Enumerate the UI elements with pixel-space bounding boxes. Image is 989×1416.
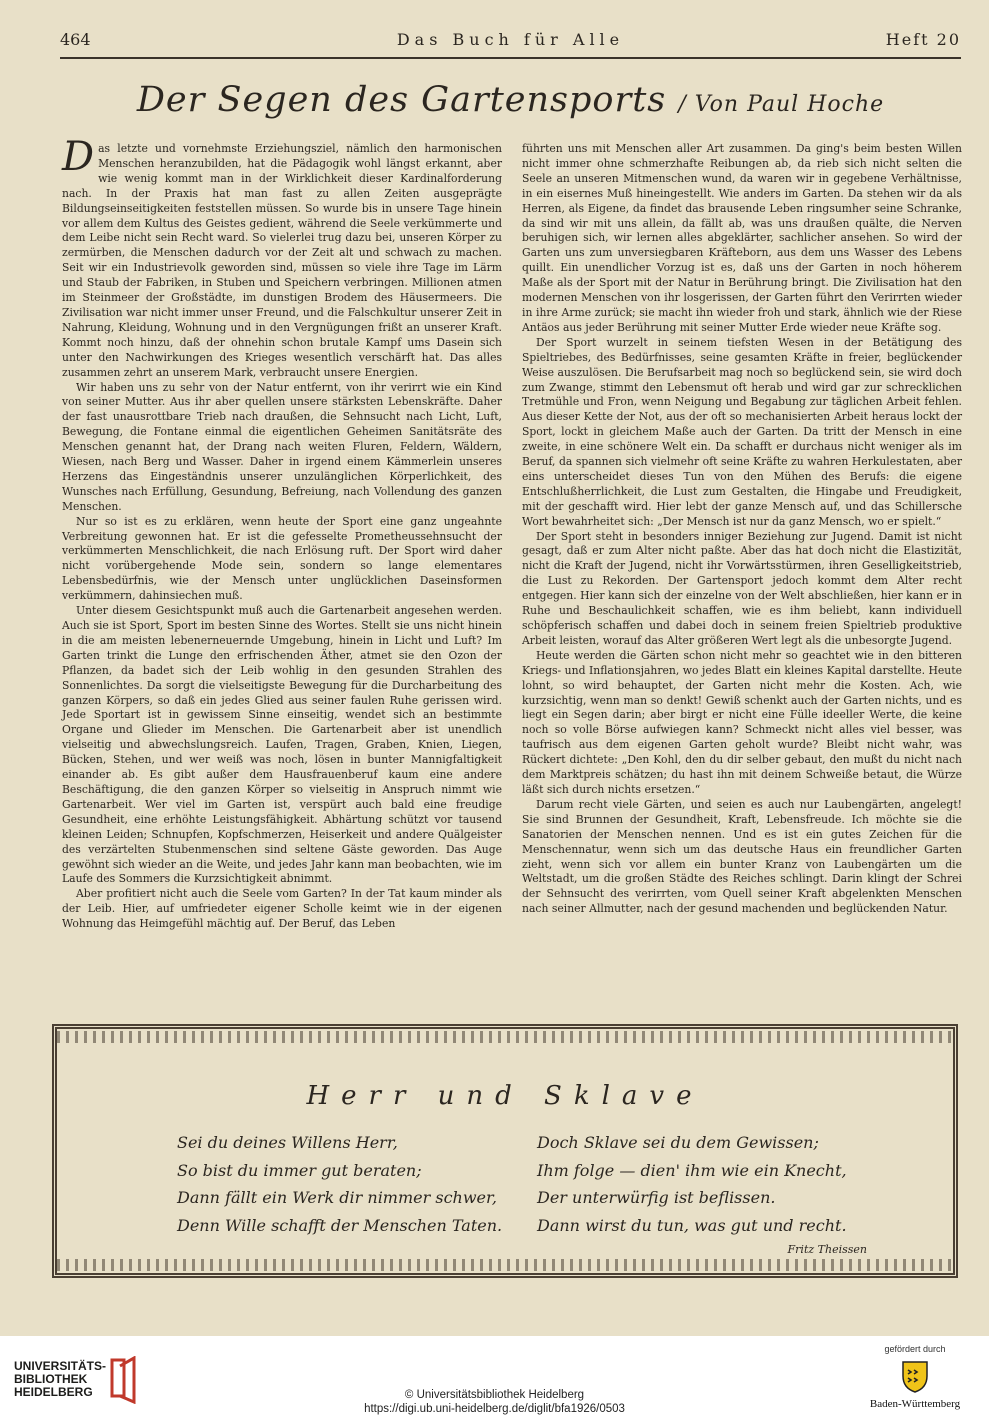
- poem-line: So bist du immer gut beraten;: [177, 1160, 422, 1180]
- source-link[interactable]: https://digi.ub.uni-heidelberg.de/diglit/bfa1926/0503: [364, 1403, 625, 1415]
- paragraph: Nur so ist es zu erklären, wenn heute der Sport eine ganz ungeahnte Verbreitung gewonnen hat. Er ist die gefesselte Prometheussehnsucht der verkümmerten Menschlichkeit, die nach Erlösung ruft. Der Sport wird daher nicht vorübergehende Mode sein, sondern so lange elementares Lebensbedürfnis, wie der Mensch unter unglücklichen Daseinsformen verkümmern, dahinsiechen muß.: [62, 514, 502, 603]
- paragraph: Aber profitiert nicht auch die Seele vom Garten? In der Tat kaum minder als der Leib. Hier, auf umfriedeter eigener Scholle keimt wie in der eigenen Wohnung das Heimgefühl mächtig auf. Der Beruf, das Leben: [62, 887, 502, 931]
- poem-line: Sei du deines Willens Herr,: [177, 1133, 398, 1152]
- issue-label: Heft 20: [885, 30, 961, 49]
- article-title: [60, 80, 961, 120]
- paragraph: führten uns mit Menschen aller Art zusammen. Da ging's beim besten Willen nicht immer ohne schmerzhafte Reibungen ab, da rieb sich nicht selten die Seele an unseren Mitmenschen wund, da waren wir in gegebene Verhältnisse, in ein eisernes Muß hineingestellt. Wie anders im Garten. Da stehen wir da als Herren, als Eigene, da findet das brausende Leben ringsumher seine Schranke, da sind wir mit uns allein, da fällt ab, was uns draußen quälte, die Nerven beruhigen sich, wir lernen alles abgeklärter, sachlicher ansehen. So wird der Garten uns zum unversiegbaren Kräfteborn, aus dem uns Wasser des Lebens quillt. Ein unendlicher Vorzug ist es, daß uns der Garten in noch höherem Maße als der Sport mit der Natur in Berührung bringt. Die Zivilisation hat den modernen Menschen von ihr losgerissen, der Garten führt den Verirrten wieder in ihre Arme zurück; sie macht ihn wieder froh und stark, ähnlich wie der Riese Antäos aus jeder Berührung mit seiner Mutter Erde wieder neue Kräfte sog.: [522, 142, 962, 334]
- poem-stanza-left: [177, 1129, 502, 1239]
- drop-cap: D: [62, 134, 95, 180]
- ornament-border-bottom: [57, 1259, 953, 1271]
- column-right: [522, 142, 962, 917]
- paragraph: Unter diesem Gesichtspunkt muß auch die Gartenarbeit angesehen werden. Auch sie ist Sport, Sport im besten Sinne des Wortes. Stellt sie uns nicht hinein in die am meisten lebenerneuernde Umgebung, hinein in Licht und Luft? Im Garten trinkt die Lunge den erfrischenden Äther, atmet sie den Ozon der Pflanzen, da badet sich der Leib wohlig in den gesunden Strahlen des Sonnenlichtes. Da sorgt die vielseitigste Bewegung für die Durcharbeitung des ganzen Körpers, so daß ein jedes Glied aus seiner faulen Ruhe gerissen wird. Jede Sportart ist in gewissem Sinne einseitig, wendet sich an bestimmte Organe und Glieder im Menschen. Die Gartenarbeit aber ist unendlich vielseitig und abwechslungsreich. Laufen, Tragen, Graben, Knien, Liegen, Bücken, Stehen, und wer weiß was noch, lösen in bunter Mannigfaltigkeit einander ab. Es gibt außer dem Hausfrauenberuf kaum eine andere Beschäftigung, die den ganzen Körper so vielseitig in Anspruch nimmt wie Gartenarbeit. Wer viel im Garten ist, verspürt auch bald eine freudige Gesundheit, eine erhöhte Leistungsfähigkeit. Abhärtung schützt vor tausend kleinen Leiden; Schnupfen, Kopfschmerzen, Heiserkeit und andere Quälgeister des verzärtelten Stubenmenschen sind seltene Gäste geworden. Das Auge gewöhnt sich wieder an die Weite, und jedes Jahr kann man beobachten, wie im Laufe des Sommers die Kurzsichtigkeit abnimmt.: [62, 604, 502, 886]
- page-number: 464: [60, 30, 91, 49]
- digitization-footer: [0, 1336, 989, 1416]
- poem-line: Doch Sklave sei du dem Gewissen;: [537, 1133, 819, 1152]
- paragraph: Heute werden die Gärten schon nicht mehr so geachtet wie in den bitteren Kriegs- und Inflationsjahren, wo jedes Blatt ein kleines Kapital darstellte. Heute lohnt, so wird behauptet, der Garten nicht mehr die Kosten. Ach, wie kurzsichtig, wenn man so denkt! Gewiß schenkt auch der Garten nichts, und es liegt ein Segen darin; aber birgt er nicht eine Fülle ideeller Werte, die keine noch so volle Börse aufwiegen kann? Schmeckt nicht alles viel besser, was taufrisch aus dem eigenen Garten geholt wurde? Bleibt nicht wahr, was Rückert dichtete: „Den Kohl, den du dir selber gebaut, den mußt du nicht nach dem Marktpreis schätzen; du hast ihn mit deinem Schweiße betaut, die Würze läßt sich durch nichts ersetzen.“: [522, 648, 962, 796]
- poem-line: Dann fällt ein Werk dir nimmer schwer,: [177, 1188, 497, 1207]
- poem-line: Ihm folge — dien' ihm wie ein Knecht,: [537, 1160, 847, 1180]
- running-title: Das Buch für Alle: [396, 30, 625, 49]
- poem-line: Der unterwürfig ist beflissen.: [537, 1188, 776, 1207]
- article-title-text: Der Segen des Gartensports: [136, 80, 667, 120]
- copyright-text: © Universitätsbibliothek Heidelberg: [404, 1389, 585, 1401]
- paragraph: Wir haben uns zu sehr von der Natur entfernt, von ihr verirrt wie ein Kind von seiner Mutter. Aus ihr aber quellen unsere stärksten Lebenskräfte. Daher der fast unausrottbare Trieb nach draußen, die Sehnsucht nach Licht, Luft, Bewegung, die Fontane einmal die eigentlichen Geheimen Sanitätsräte des Menschen genannt hat, der Drang nach weiten Fluren, Feldern, Wäldern, Wiesen, nach Berg und Wasser. Daher in irgend einem Kämmerlein unseres Herzens das Eingeständnis unserer unzulänglichen Körperlichkeit, des Wunsches nach Erfüllung, Gesundung, Befreiung, nach Vollendung des ganzen Menschen.: [62, 380, 502, 513]
- funder-name: Baden-Württemberg: [869, 1398, 961, 1410]
- poem-line: Denn Wille schafft der Menschen Taten.: [177, 1215, 503, 1235]
- ornament-border-top: [57, 1031, 953, 1043]
- column-left: [62, 134, 502, 932]
- poem-line: Dann wirst du tun, was gut und recht.: [537, 1215, 847, 1235]
- article-byline: / Von Paul Hoche: [678, 92, 885, 117]
- paragraph: Der Sport wurzelt in seinem tiefsten Wesen in der Betätigung des Spieltriebes, des Bedürfnisses, seine gesamten Kräfte in freier, beglückender Weise auszulösen. Die Berufsarbeit mag noch so beglückend sein, sie wird doch zum Zwange, stimmt den Lebensmut oft herab und wird gar zur schrecklichen Tretmühle und Fron, wenn Neigung und Begabung zur täglichen Arbeit fehlen. Aus dieser Kette der Not, aus der oft so mechanisierten Arbeit heraus lockt der Sport, lockt in gleichem Maße auch der Garten. Da tritt der Mensch in eine zweite, in eine schönere Welt ein. Da schafft er durchaus nicht weniger als im Beruf, da spannen sich vielmehr oft seine Kräfte zu wahren Herkulestaten, aber eins unterscheidet dieses Tun von den Mühen des Berufs: die eigene Entschlußherrlichkeit, die Lust zum Gestalten, die Hingabe und Freudigkeit, mit der geschafft wird. Hier lebt der ganze Mensch auf, und das Schillersche Wort bewahrheitet sich: „Der Mensch ist nur da ganz Mensch, wo er spielt.“: [522, 335, 962, 528]
- library-logo-text: UNIVERSITÄTS- BIBLIOTHEK HEIDELBERG: [14, 1359, 107, 1399]
- funder-badge: [855, 1344, 975, 1410]
- poem-author: Fritz Theissen: [787, 1243, 867, 1256]
- running-header: [60, 30, 961, 52]
- poem-stanza-right: [537, 1129, 847, 1239]
- paragraph: Darum recht viele Gärten, und seien es auch nur Laubengärten, angelegt! Sie sind Brunnen der Gesundheit, Kraft, Lebensfreude. Ich möchte sie die Sanatorien der Menschen nennen. Und es ist ein gutes Zeichen für die Menschennatur, wenn sich um das deutsche Haus ein freundlicher Garten zieht, wenn sich vor allem ein bunter Kranz von Laubengärten um die Weltstadt, um die großen Städte des Reiches schlingt. Darin klingt der Schrei der Sehnsucht des verirrten, vom Quell seiner Kraft abgelenkten Menschen nach seiner Allmutter, nach der gesund machenden und beglückenden Natur.: [522, 797, 962, 916]
- footer-credit: [0, 1388, 989, 1416]
- header-rule: [60, 57, 961, 59]
- poem-frame: [52, 1024, 958, 1278]
- coat-of-arms-icon: [897, 1358, 933, 1394]
- funding-label: gefördert durch: [884, 1344, 946, 1354]
- paragraph: Das letzte und vornehmste Erziehungsziel, nämlich den harmonischen Menschen heranzubilden, hat die Pädagogik wohl längst erkannt, aber wie wenig kommt man in der Wirklichkeit dieser Kardinalforderung nach. In der Praxis hat man fast zu allen Zeiten ausgeprägte Bildungseinseitigkeiten feststellen müssen. So wurde bis in unsere Tage hinein vor allem dem Kultus des Geistes gedient, während die Seele verkümmerte und dem Leibe nicht sein Recht ward. So vielerlei trug dazu bei, unseren Körper zu zermürben, die Menschen dadurch vor der Zeit alt und schwach zu machen. Seit wir ein Industrievolk geworden sind, müssen so viele ihre Tage im Lärm und Staub der Fabriken, in Stuben und Speichern verbringen. Millionen atmen im Steinmeer der Großstädte, im dunstigen Brodem des Häusermeers. Die Zivilisation war nicht immer unser Freund, und die Falschkultur unserer Zeit in Nahrung, Kleidung, Wohnung und in den Vergnügungen frißt an unserer Kraft. Kommt noch hinzu, daß der ohnehin schon brutale Kampf ums Dasein sich unter den Nachwirkungen des Krieges wesentlich verschärft hat. Das alles zusammen zehrt an unserem Mark, verbraucht unsere Energien.: [62, 134, 502, 379]
- paragraph: Der Sport steht in besonders inniger Beziehung zur Jugend. Damit ist nicht gesagt, daß er zum Alter nicht paßte. Aber das hat doch nicht die Elastizität, nicht die Kraft der Jugend, nicht ihr Vorwärtsstürmen, ihren Geselligkeitstrieb, die Lust zu Rekorden. Der Gartensport jedoch kommt dem Alter recht entgegen. Hier kann sich der einzelne von der Welt abschließen, hier kann er in Ruhe und Beschaulichkeit schaffen, wie es ihm beliebt, kann individuell schöpferisch schaffen und dabei doch in seinem freien Spieltrieb produktive Arbeit leisten, worauf das Alter größeren Wert legt als die unbesorgte Jugend.: [522, 529, 962, 647]
- poem-title: Herr und Sklave: [306, 1081, 704, 1111]
